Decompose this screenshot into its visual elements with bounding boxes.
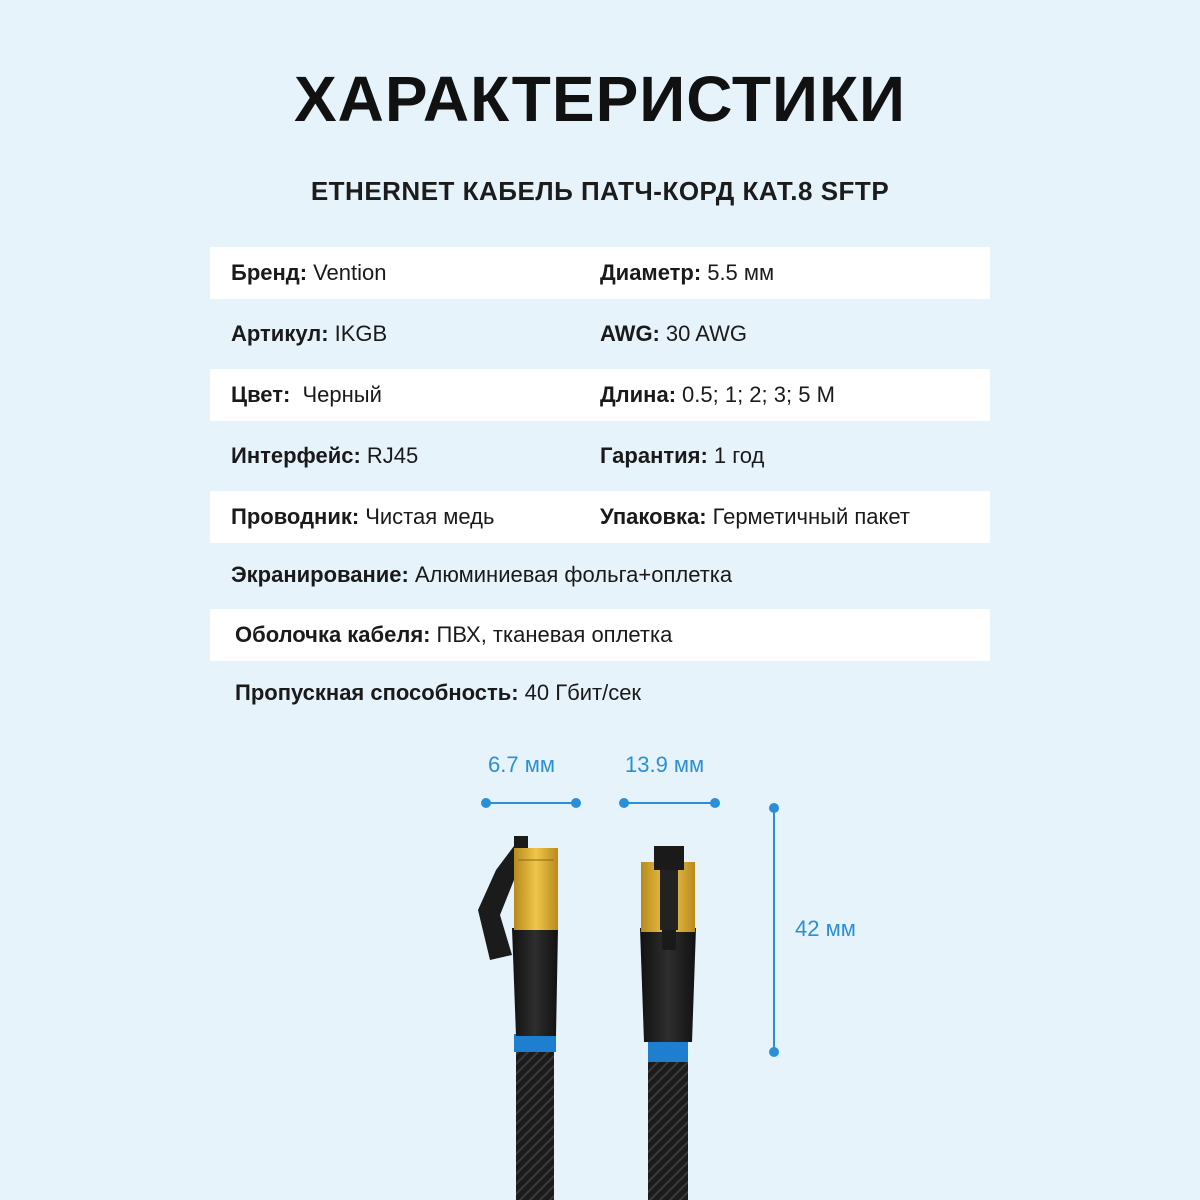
spec-key: Артикул: — [231, 321, 329, 346]
dim-thickness-label: 6.7 мм — [488, 752, 555, 777]
dim-thickness-line — [481, 798, 581, 808]
spec-value: Vention — [313, 260, 387, 285]
spec-value: 40 Гбит/сек — [524, 680, 642, 705]
spec-value: ПВХ, тканевая оплетка — [436, 622, 673, 647]
spec-key: Диаметр: — [600, 260, 702, 285]
spec-value: Алюминиевая фольга+оплетка — [414, 562, 733, 587]
connector-side-view — [478, 836, 558, 1200]
spec-value: Черный — [296, 382, 382, 407]
dim-width-line — [619, 798, 720, 808]
dim-height-line — [769, 803, 779, 1057]
spec-key: Упаковка: — [600, 504, 707, 529]
dim-height-label: 42 мм — [795, 916, 856, 941]
spec-value: 1 год — [713, 443, 765, 468]
spec-key: Оболочка кабеля: — [235, 622, 431, 647]
spec-key: Длина: — [600, 382, 677, 407]
dim-width-label: 13.9 мм — [625, 752, 705, 777]
spec-key: Пропускная способность: — [235, 680, 519, 705]
spec-value: Герметичный пакет — [712, 504, 910, 529]
product-subtitle: ETHERNET КАБЕЛЬ ПАТЧ-КОРД КАТ.8 SFTP — [310, 176, 890, 206]
spec-value: IKGB — [334, 321, 388, 346]
connector-front-view — [640, 846, 696, 1200]
spec-key: Проводник: — [231, 504, 360, 529]
spec-key: Бренд: — [231, 260, 308, 285]
spec-value: 5.5 мм — [707, 260, 775, 285]
spec-value: RJ45 — [366, 443, 419, 468]
spec-key: AWG: — [600, 321, 660, 346]
spec-value: 0.5; 1; 2; 3; 5 М — [682, 382, 835, 407]
spec-key: Гарантия: — [600, 443, 708, 468]
spec-value: Чистая медь — [365, 504, 495, 529]
spec-value: 30 AWG — [665, 321, 747, 346]
spec-key: Цвет: — [231, 382, 291, 407]
spec-key: Интерфейс: — [231, 443, 361, 468]
spec-key: Экранирование: — [231, 562, 409, 587]
page-title: ХАРАКТЕРИСТИКИ — [293, 63, 907, 135]
